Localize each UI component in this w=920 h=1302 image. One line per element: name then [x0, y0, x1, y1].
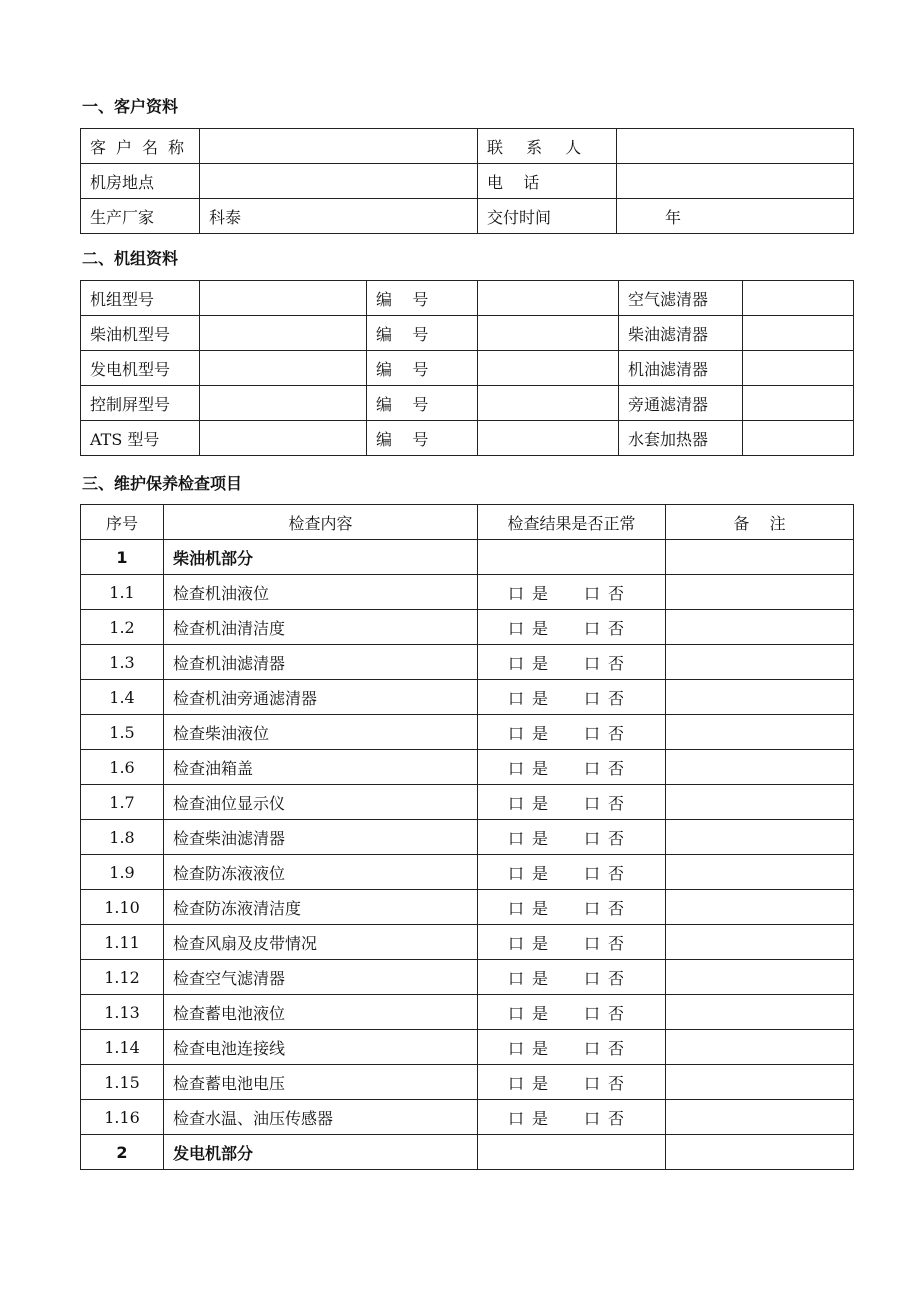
table-row: [81, 281, 854, 316]
item-content: 检查柴油液位: [164, 715, 478, 750]
item-content: 检查防冻液清洁度: [164, 890, 478, 925]
no-label: 否: [608, 653, 625, 673]
table-row: [81, 855, 854, 890]
item-no: 1.2: [81, 610, 164, 645]
result-cell: [478, 960, 666, 995]
yes-checkbox[interactable]: 口: [508, 1108, 525, 1128]
remark-field[interactable]: [666, 785, 854, 820]
item-no: 1.4: [81, 680, 164, 715]
item-no: 1.10: [81, 890, 164, 925]
remark-field[interactable]: [666, 645, 854, 680]
site-location-field[interactable]: [200, 164, 478, 199]
no-label: 否: [608, 1003, 625, 1023]
result-cell: [478, 820, 666, 855]
result-cell: [478, 715, 666, 750]
no-checkbox[interactable]: 口: [584, 618, 601, 638]
table-row: [81, 316, 854, 351]
table-row: [81, 129, 854, 164]
item-no: 1.15: [81, 1065, 164, 1100]
unit-model-field[interactable]: [200, 281, 367, 316]
no-label: 否: [608, 793, 625, 813]
header-content: 检查内容: [164, 505, 478, 540]
item-content: 检查蓄电池电压: [164, 1065, 478, 1100]
remark-field[interactable]: [666, 715, 854, 750]
yes-label: 是: [532, 1073, 549, 1093]
group-no: 2: [81, 1135, 164, 1170]
filter-label: 柴油滤清器: [619, 316, 743, 351]
no-checkbox[interactable]: 口: [584, 828, 601, 848]
no-checkbox[interactable]: 口: [584, 968, 601, 988]
result-cell: [478, 750, 666, 785]
filter-field[interactable]: [743, 281, 854, 316]
result-cell: [478, 1030, 666, 1065]
yes-checkbox[interactable]: 口: [508, 968, 525, 988]
yes-label: 是: [532, 863, 549, 883]
unit-label: 控制屏型号: [81, 386, 200, 421]
no-checkbox[interactable]: 口: [584, 688, 601, 708]
remark-field[interactable]: [666, 820, 854, 855]
section-title-maintenance: 三、维护保养检查项目: [82, 474, 243, 493]
item-content: 检查防冻液液位: [164, 855, 478, 890]
remark-field[interactable]: [666, 960, 854, 995]
item-no: 1.8: [81, 820, 164, 855]
customer-info-table: [80, 128, 854, 234]
filter-field[interactable]: [743, 316, 854, 351]
no-checkbox[interactable]: 口: [584, 583, 601, 603]
no-checkbox[interactable]: 口: [584, 898, 601, 918]
yes-label: 是: [532, 898, 549, 918]
item-content: 检查蓄电池液位: [164, 995, 478, 1030]
yes-checkbox[interactable]: 口: [508, 1073, 525, 1093]
group-remark-cell: [666, 540, 854, 575]
item-no: 1.14: [81, 1030, 164, 1065]
item-content: 检查油位显示仪: [164, 785, 478, 820]
result-cell: [478, 890, 666, 925]
item-no: 1.5: [81, 715, 164, 750]
remark-field[interactable]: [666, 890, 854, 925]
filter-field[interactable]: [743, 351, 854, 386]
delivery-time-label: 交付时间: [478, 199, 617, 234]
no-label: 否: [608, 618, 625, 638]
header-result: 检查结果是否正常: [478, 505, 666, 540]
yes-label: 是: [532, 968, 549, 988]
unit-label: 柴油机型号: [81, 316, 200, 351]
yes-checkbox[interactable]: 口: [508, 758, 525, 778]
no-label: 否: [608, 1038, 625, 1058]
remark-field[interactable]: [666, 610, 854, 645]
remark-field[interactable]: [666, 680, 854, 715]
unit-label: 机组型号: [81, 281, 200, 316]
yes-checkbox[interactable]: 口: [508, 933, 525, 953]
customer-name-field[interactable]: [200, 129, 478, 164]
no-label: 否: [608, 1108, 625, 1128]
contact-person-field[interactable]: [617, 129, 854, 164]
serial-label: 编 号: [367, 351, 478, 386]
item-content: 检查电池连接线: [164, 1030, 478, 1065]
phone-field[interactable]: [617, 164, 854, 199]
manufacturer-field[interactable]: 科泰: [200, 199, 478, 234]
yes-label: 是: [532, 688, 549, 708]
result-cell: [478, 785, 666, 820]
item-content: 检查油箱盖: [164, 750, 478, 785]
table-row: [81, 1100, 854, 1135]
no-checkbox[interactable]: 口: [584, 723, 601, 743]
serial-field[interactable]: [478, 386, 619, 421]
remark-field[interactable]: [666, 1100, 854, 1135]
section-title-customer: 一、客户资料: [82, 97, 179, 116]
site-location-label: 机房地点: [81, 164, 200, 199]
yes-label: 是: [532, 828, 549, 848]
item-content: 检查柴油滤清器: [164, 820, 478, 855]
no-label: 否: [608, 968, 625, 988]
table-row: [81, 1030, 854, 1065]
table-row: [81, 680, 854, 715]
unit-model-field[interactable]: [200, 316, 367, 351]
group-result-cell: [478, 540, 666, 575]
yes-label: 是: [532, 1108, 549, 1128]
remark-field[interactable]: [666, 995, 854, 1030]
no-checkbox[interactable]: 口: [584, 1038, 601, 1058]
item-no: 1.6: [81, 750, 164, 785]
item-no: 1.3: [81, 645, 164, 680]
yes-label: 是: [532, 723, 549, 743]
yes-label: 是: [532, 653, 549, 673]
table-row: [81, 995, 854, 1030]
customer-name-label: 客户名称: [81, 129, 200, 164]
no-label: 否: [608, 933, 625, 953]
item-no: 1.12: [81, 960, 164, 995]
table-row: [81, 386, 854, 421]
no-label: 否: [608, 1073, 625, 1093]
no-checkbox[interactable]: 口: [584, 793, 601, 813]
table-row: [81, 645, 854, 680]
no-checkbox[interactable]: 口: [584, 1003, 601, 1023]
yes-label: 是: [532, 758, 549, 778]
item-content: 检查空气滤清器: [164, 960, 478, 995]
yes-checkbox[interactable]: 口: [508, 863, 525, 883]
filter-field[interactable]: [743, 421, 854, 456]
no-checkbox[interactable]: 口: [584, 653, 601, 673]
yes-label: 是: [532, 1003, 549, 1023]
table-row: [81, 820, 854, 855]
group-no: 1: [81, 540, 164, 575]
result-cell: [478, 680, 666, 715]
serial-field[interactable]: [478, 351, 619, 386]
result-cell: [478, 575, 666, 610]
yes-checkbox[interactable]: 口: [508, 1003, 525, 1023]
yes-label: 是: [532, 933, 549, 953]
serial-field[interactable]: [478, 281, 619, 316]
yes-checkbox[interactable]: 口: [508, 898, 525, 918]
filter-label: 旁通滤清器: [619, 386, 743, 421]
no-label: 否: [608, 583, 625, 603]
table-row: [81, 715, 854, 750]
table-row: [81, 890, 854, 925]
phone-label: 电 话: [478, 164, 617, 199]
result-cell: [478, 925, 666, 960]
remark-field[interactable]: [666, 1065, 854, 1100]
item-no: 1.11: [81, 925, 164, 960]
yes-label: 是: [532, 1038, 549, 1058]
yes-checkbox[interactable]: 口: [508, 653, 525, 673]
yes-label: 是: [532, 618, 549, 638]
item-content: 检查机油旁通滤清器: [164, 680, 478, 715]
yes-label: 是: [532, 793, 549, 813]
group-name: 发电机部分: [164, 1135, 478, 1170]
table-row: [81, 351, 854, 386]
no-checkbox[interactable]: 口: [584, 933, 601, 953]
no-label: 否: [608, 828, 625, 848]
no-label: 否: [608, 758, 625, 778]
yes-checkbox[interactable]: 口: [508, 828, 525, 848]
no-checkbox[interactable]: 口: [584, 758, 601, 778]
serial-label: 编 号: [367, 386, 478, 421]
no-checkbox[interactable]: 口: [584, 863, 601, 883]
unit-info-table: [80, 280, 854, 456]
result-cell: [478, 1065, 666, 1100]
contact-person-label: 联 系 人: [478, 129, 617, 164]
item-no: 1.9: [81, 855, 164, 890]
table-row: [81, 421, 854, 456]
filter-label: 空气滤清器: [619, 281, 743, 316]
group-row: [81, 1135, 854, 1170]
item-content: 检查风扇及皮带情况: [164, 925, 478, 960]
yes-checkbox[interactable]: 口: [508, 688, 525, 708]
serial-field[interactable]: [478, 421, 619, 456]
result-cell: [478, 645, 666, 680]
yes-label: 是: [532, 583, 549, 603]
serial-field[interactable]: [478, 316, 619, 351]
yes-checkbox[interactable]: 口: [508, 723, 525, 743]
unit-model-field[interactable]: [200, 421, 367, 456]
table-row: [81, 960, 854, 995]
item-no: 1.7: [81, 785, 164, 820]
no-label: 否: [608, 898, 625, 918]
table-row: [81, 1065, 854, 1100]
yes-checkbox[interactable]: 口: [508, 583, 525, 603]
group-result-cell: [478, 1135, 666, 1170]
result-cell: [478, 855, 666, 890]
item-no: 1.16: [81, 1100, 164, 1135]
filter-label: 机油滤清器: [619, 351, 743, 386]
table-row: [81, 575, 854, 610]
remark-field[interactable]: [666, 855, 854, 890]
item-content: 检查机油清洁度: [164, 610, 478, 645]
header-no: 序号: [81, 505, 164, 540]
filter-field[interactable]: [743, 386, 854, 421]
table-row: [81, 925, 854, 960]
unit-model-field[interactable]: [200, 351, 367, 386]
item-content: 检查机油液位: [164, 575, 478, 610]
no-checkbox[interactable]: 口: [584, 1108, 601, 1128]
group-row: [81, 540, 854, 575]
unit-model-field[interactable]: [200, 386, 367, 421]
yes-checkbox[interactable]: 口: [508, 618, 525, 638]
group-name: 柴油机部分: [164, 540, 478, 575]
maintenance-checklist-table: [80, 504, 854, 1170]
filter-label: 水套加热器: [619, 421, 743, 456]
section-title-unit: 二、机组资料: [82, 249, 179, 268]
yes-checkbox[interactable]: 口: [508, 1038, 525, 1058]
item-content: 检查机油滤清器: [164, 645, 478, 680]
table-row: [81, 750, 854, 785]
item-no: 1.1: [81, 575, 164, 610]
remark-field[interactable]: [666, 1030, 854, 1065]
serial-label: 编 号: [367, 421, 478, 456]
no-label: 否: [608, 688, 625, 708]
no-checkbox[interactable]: 口: [584, 1073, 601, 1093]
result-cell: [478, 1100, 666, 1135]
delivery-time-field[interactable]: 年: [617, 199, 854, 234]
item-content: 检查水温、油压传感器: [164, 1100, 478, 1135]
no-label: 否: [608, 863, 625, 883]
manufacturer-label: 生产厂家: [81, 199, 200, 234]
group-remark-cell: [666, 1135, 854, 1170]
table-header-row: [81, 505, 854, 540]
remark-field[interactable]: [666, 925, 854, 960]
table-row: [81, 785, 854, 820]
table-row: [81, 199, 854, 234]
header-remark: 备 注: [666, 505, 854, 540]
serial-label: 编 号: [367, 316, 478, 351]
remark-field[interactable]: [666, 575, 854, 610]
unit-label: ATS 型号: [81, 421, 200, 456]
unit-label: 发电机型号: [81, 351, 200, 386]
result-cell: [478, 995, 666, 1030]
table-row: [81, 610, 854, 645]
result-cell: [478, 610, 666, 645]
no-label: 否: [608, 723, 625, 743]
remark-field[interactable]: [666, 750, 854, 785]
item-no: 1.13: [81, 995, 164, 1030]
serial-label: 编 号: [367, 281, 478, 316]
yes-checkbox[interactable]: 口: [508, 793, 525, 813]
table-row: [81, 164, 854, 199]
